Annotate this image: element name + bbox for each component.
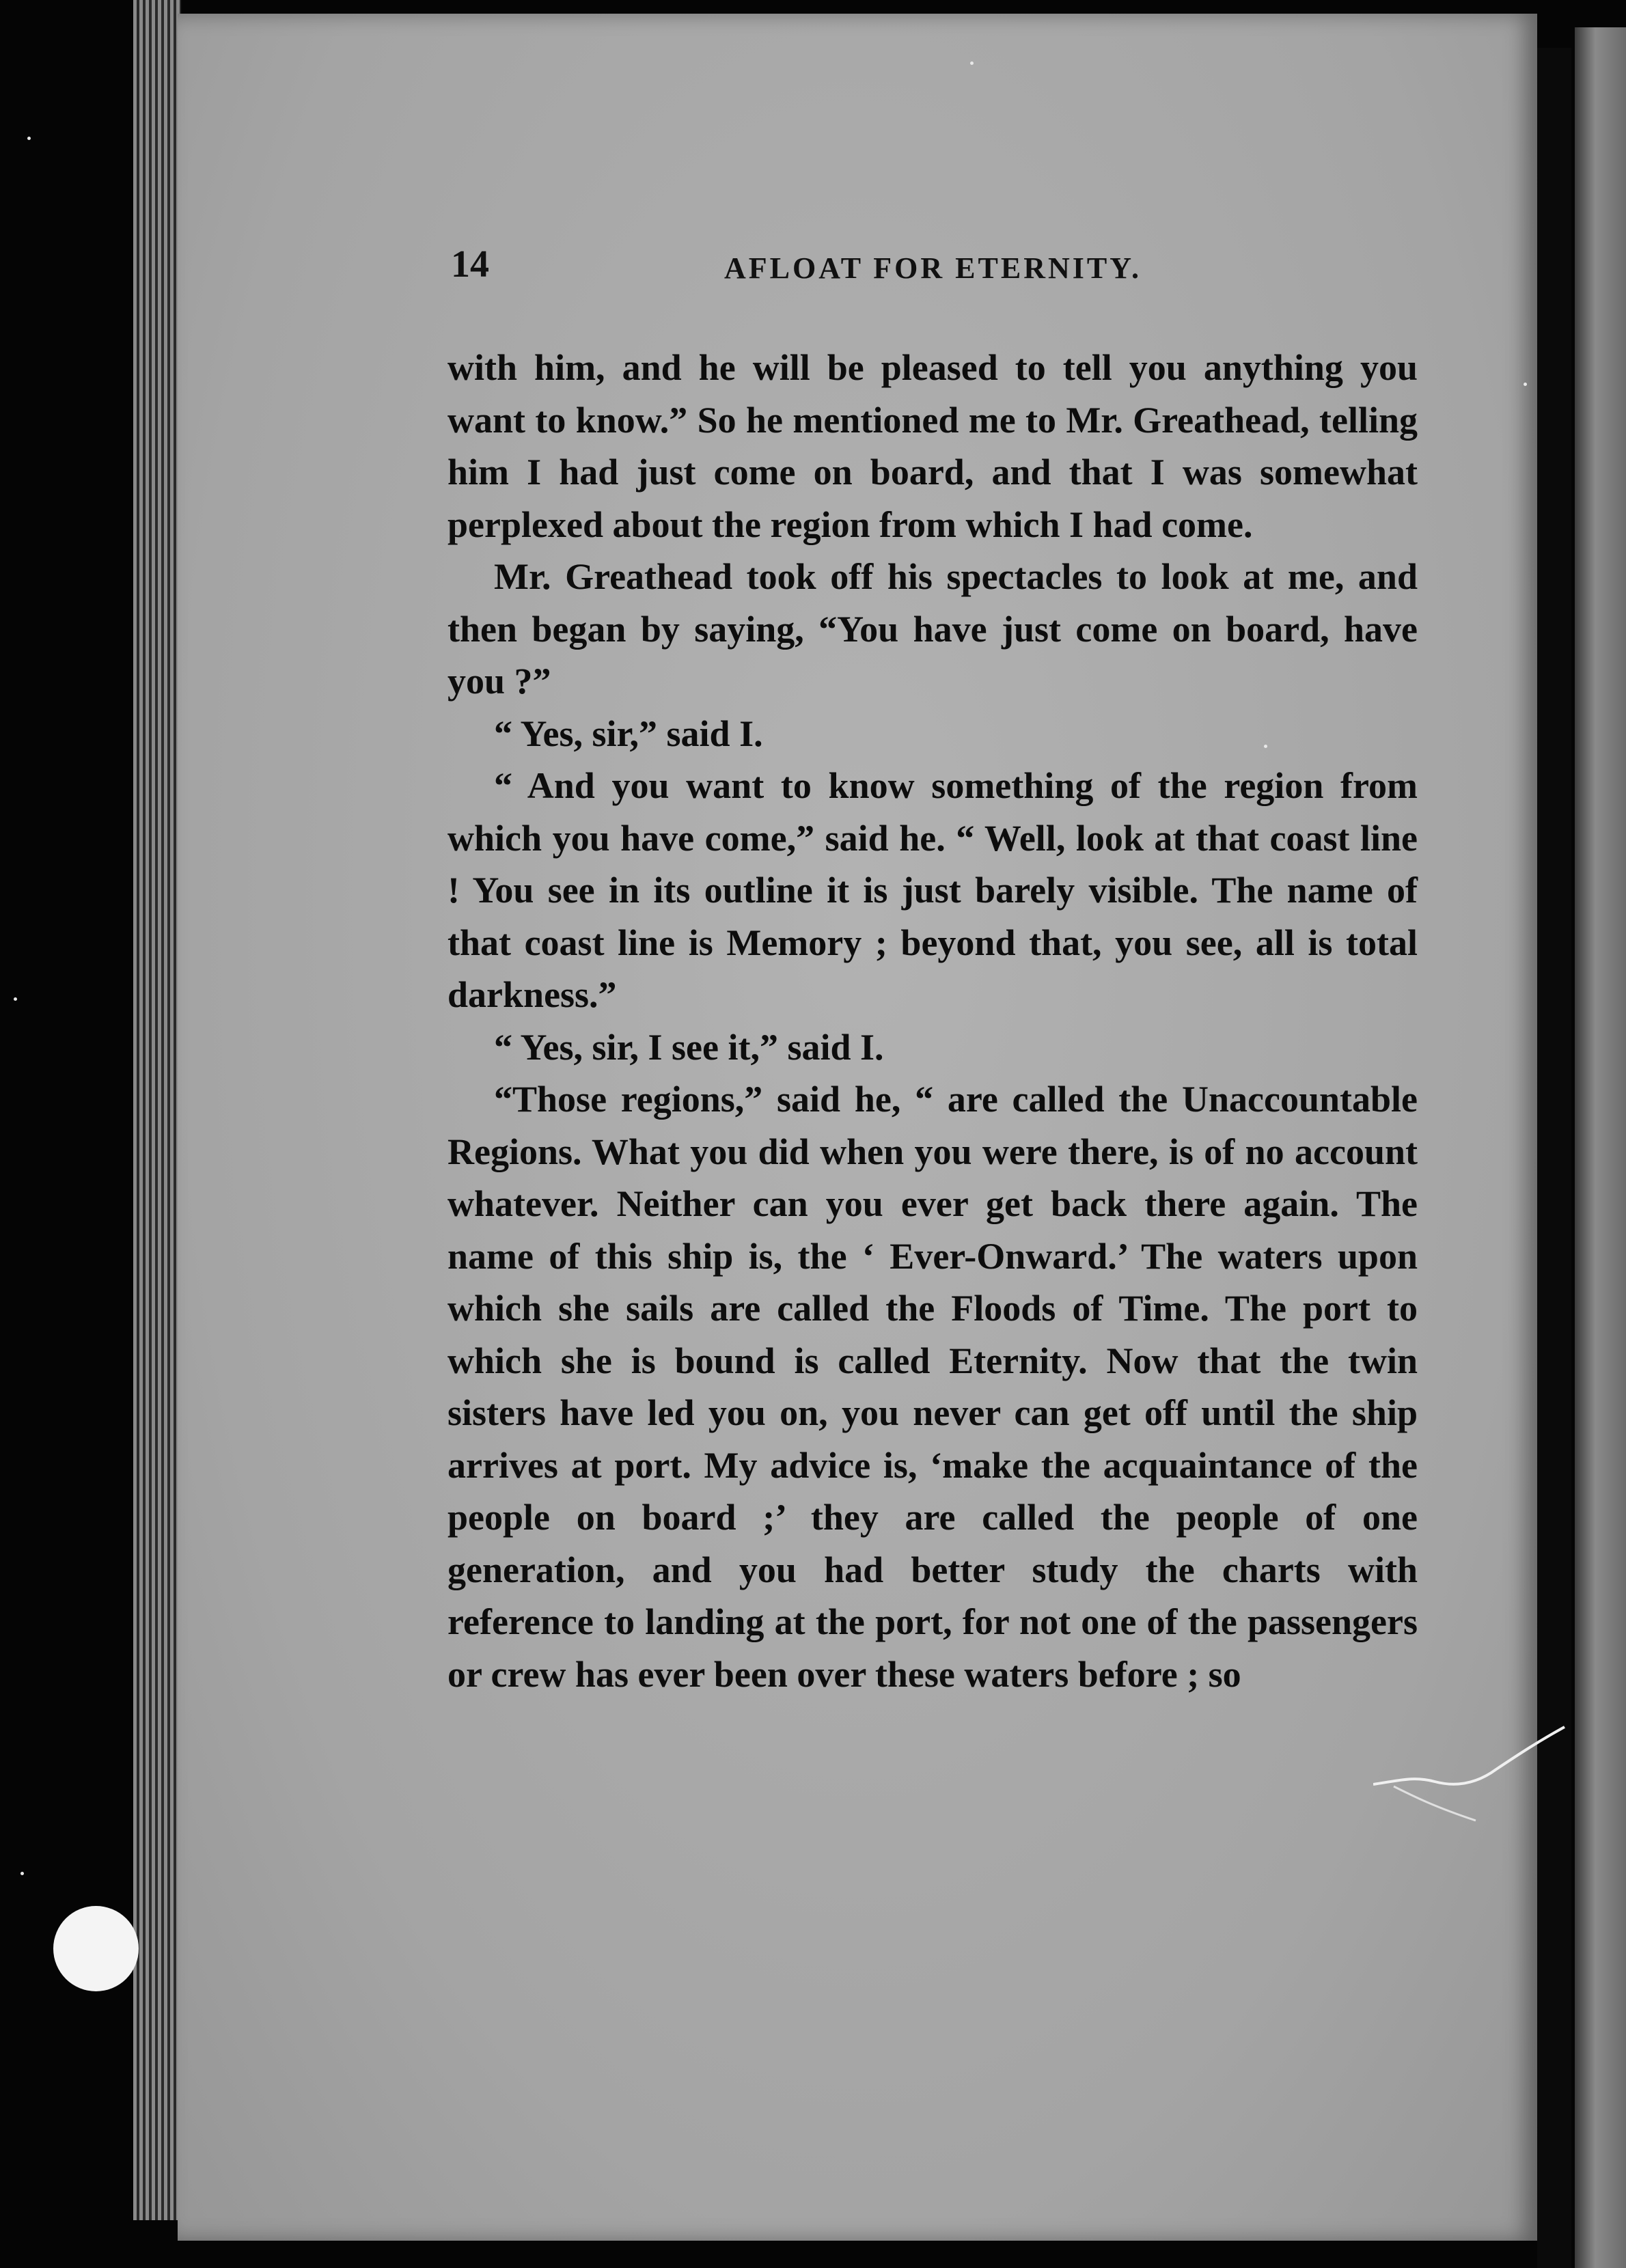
page-header xyxy=(451,243,1544,297)
dust-speck xyxy=(1524,383,1527,386)
scratch-mark xyxy=(1373,1721,1571,1824)
page-gutter-shadow xyxy=(1537,48,1571,2268)
dust-speck xyxy=(20,1872,24,1875)
dust-speck xyxy=(27,137,31,140)
dust-speck xyxy=(14,997,17,1001)
paragraph: “Those regions,” said he, “ are called the Unaccountable Regions. What you did when you were there, is of no account whatever. Neither can you ever get back there again. The name of this ship is, the ‘ Ever-Onward.’ The waters upon which she sails are called the Floods of Time. The port to which she is bound is called Eternity. Now that the twin sisters have led you on, you never can get off until the ship arrives at port. My advice is, ‘make the acquaintance of the people on board ;’ they are called the people of one generation, and you had better study the charts with reference to landing at the port, for not one of the passengers or crew has ever been over these waters before ; so xyxy=(447,1079,1418,1695)
facing-page-edge xyxy=(1575,27,1626,2268)
paragraph: “ And you want to know something of the region from which you have come,” said he. “ Well, look at that coast line ! You see in its outline it is just barely visible. The name of that coast line is Memory ; beyond that, you see, all is total darkness.” xyxy=(447,765,1418,1015)
body-text xyxy=(447,342,1418,1700)
paragraph: with him, and he will be pleased to tell you anything you want to know.” So he mentioned me to Mr. Greathead, telling him I had just come on board, and that I was somewhat perplexed about the region from which I had come. xyxy=(447,347,1418,545)
book-page-edges xyxy=(133,0,181,2220)
running-head: AFLOAT FOR ETERNITY. xyxy=(724,251,1142,285)
page-number: 14 xyxy=(451,243,489,286)
paragraph: “ Yes, sir, I see it,” said I. xyxy=(494,1026,884,1068)
punch-hole-mark xyxy=(53,1906,139,1991)
paragraph: “ Yes, sir,” said I. xyxy=(494,713,763,754)
dust-speck xyxy=(970,61,974,65)
paragraph: Mr. Greathead took off his spectacles to look at me, and then began by saying, “You have just come on board, have you ?” xyxy=(447,556,1418,702)
